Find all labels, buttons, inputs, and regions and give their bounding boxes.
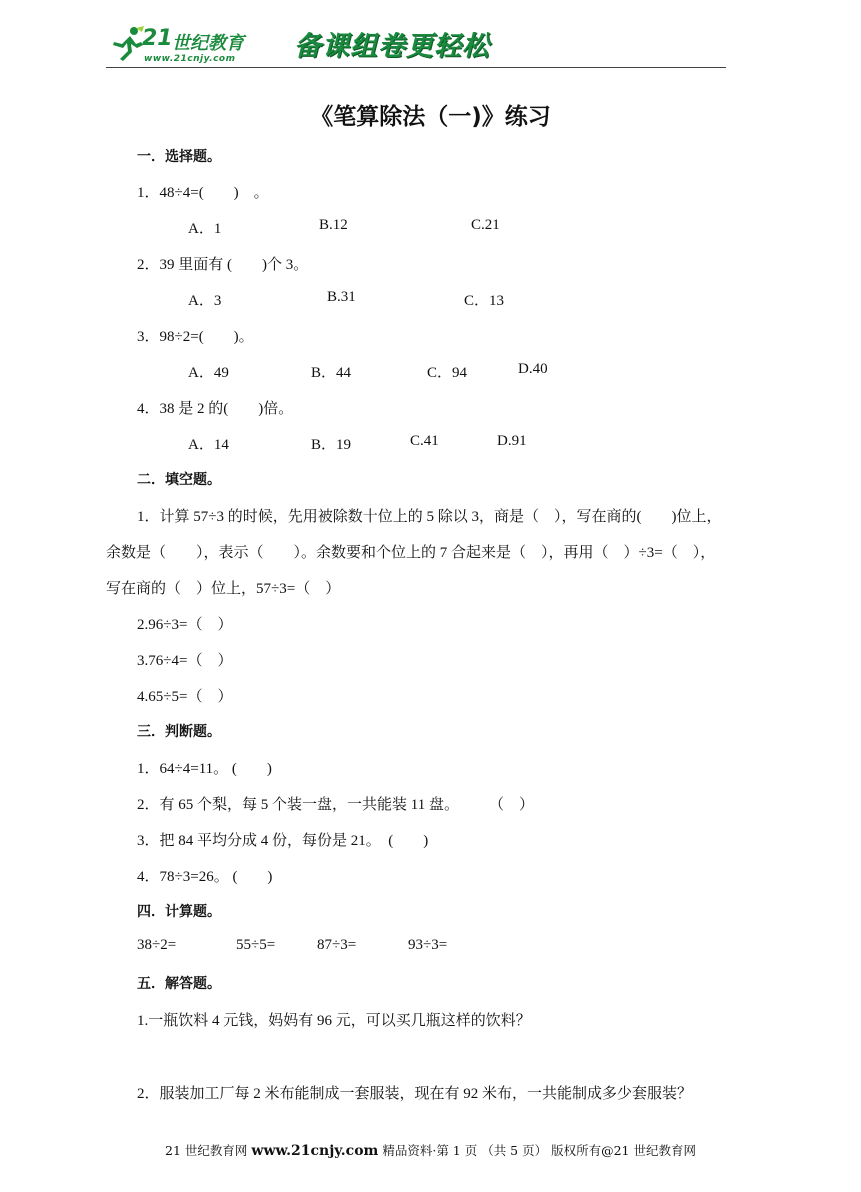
judge-question-3: 3．把 84 平均分成 4 份，每份是 21。 ( ): [137, 833, 429, 849]
calc-item-3: 87÷3=: [317, 937, 357, 953]
header-logo: [106, 20, 726, 72]
logo-url: www.21cnjy.com: [144, 54, 236, 64]
page-title: 《笔算除法（一)》练习: [310, 104, 551, 130]
fill-question-4: 4.65÷5=（ ）: [137, 689, 233, 705]
fill-question-1-line-3: 写在商的（ ）位上，57÷3=（ ）: [106, 581, 341, 597]
section-solve-heading: 五．解答题。: [137, 976, 221, 992]
page-footer: [0, 1141, 861, 1159]
judge-question-4: 4．78÷3=26。 ( ): [137, 869, 273, 885]
choice-2-option-b: B.31: [327, 289, 356, 305]
choice-4-option-b: B．19: [311, 437, 352, 453]
section-choice-heading: 一．选择题。: [137, 149, 221, 165]
runner-icon: [110, 26, 146, 62]
header-divider: [106, 67, 726, 68]
footer-url-link[interactable]: www.21cnjy.com: [251, 1143, 379, 1159]
choice-4-option-a: A．14: [188, 437, 229, 453]
choice-1-option-b: B.12: [319, 217, 348, 233]
calc-item-4: 93÷3=: [408, 937, 448, 953]
choice-4-option-d: D.91: [497, 433, 527, 449]
choice-3-option-b: B．44: [311, 365, 352, 381]
judge-question-1: 1．64÷4=11。 ( ): [137, 761, 272, 777]
choice-1-option-a: A．1: [188, 221, 222, 237]
choice-3-option-d: D.40: [518, 361, 548, 377]
choice-4-option-c: C.41: [410, 433, 439, 449]
footer-site-name: 21 世纪教育网: [165, 1143, 248, 1158]
choice-question-2: 2．39 里面有 ( )个 3。: [137, 257, 309, 273]
section-calc-heading: 四．计算题。: [137, 904, 221, 920]
choice-2-option-c: C．13: [464, 293, 505, 309]
choice-3-option-c: C．94: [427, 365, 468, 381]
choice-2-option-a: A．3: [188, 293, 222, 309]
fill-question-1-line-1: 1．计算 57÷3 的时候，先用被除数十位上的 5 除以 3，商是（ ），写在商的( )位上，: [137, 509, 722, 525]
section-judge-heading: 三．判断题。: [137, 724, 221, 740]
choice-1-option-c: C.21: [471, 217, 500, 233]
logo-name: 世纪教育: [172, 33, 244, 54]
fill-question-2: 2.96÷3=（ ）: [137, 617, 233, 633]
choice-question-3: 3．98÷2=( )。: [137, 329, 254, 345]
header-slogan: 备课组卷更轻松: [294, 31, 490, 62]
choice-question-1: 1．48÷4=( ) 。: [137, 185, 269, 201]
fill-question-1-line-2: 余数是（ ），表示（ ）。余数要和个位上的 7 合起来是（ ），再用（ ）÷3=（ ），: [106, 545, 716, 561]
choice-3-option-a: A．49: [188, 365, 229, 381]
footer-page-info: 精品资料·第 1 页 （共 5 页） 版权所有@21 世纪教育网: [382, 1143, 696, 1158]
calc-item-2: 55÷5=: [236, 937, 276, 953]
choice-question-4: 4．38 是 2 的( )倍。: [137, 401, 294, 417]
solve-question-2: 2．服装加工厂每 2 米布能制成一套服装，现在有 92 米布，一共能制成多少套服装？: [137, 1086, 693, 1102]
logo-number: 21: [142, 26, 173, 51]
judge-question-2: 2．有 65 个梨，每 5 个装一盘，一共能装 11 盘。 （ ）: [137, 797, 534, 813]
section-fill-heading: 二．填空题。: [137, 472, 221, 488]
solve-question-1: 1.一瓶饮料 4 元钱，妈妈有 96 元，可以买几瓶这样的饮料？: [137, 1013, 531, 1029]
fill-question-3: 3.76÷4=（ ）: [137, 653, 233, 669]
calc-item-1: 38÷2=: [137, 937, 177, 953]
